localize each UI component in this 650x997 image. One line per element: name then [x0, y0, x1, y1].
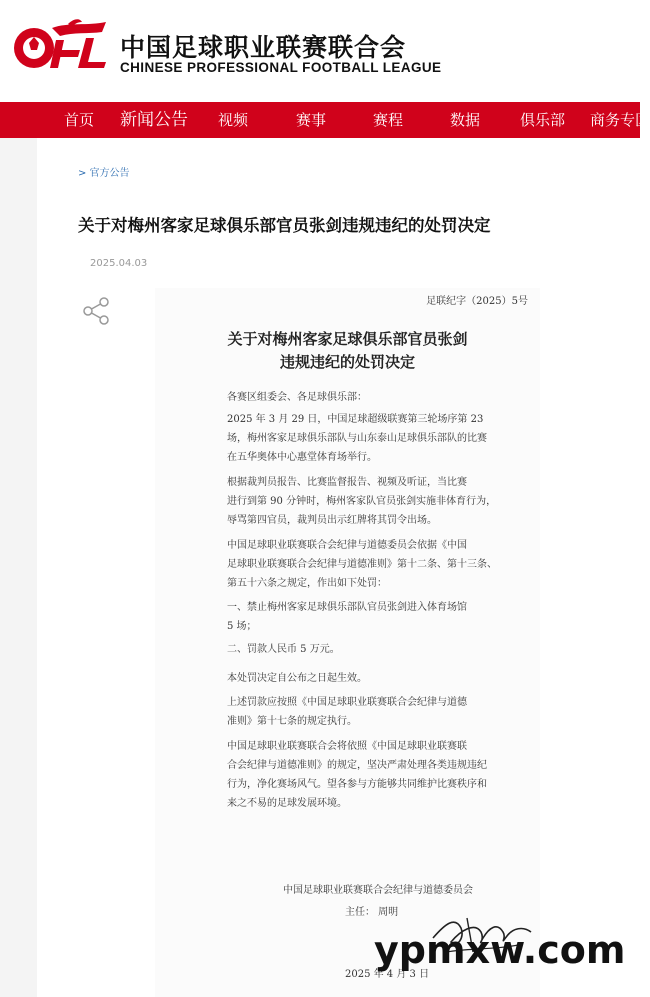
- document-line: 来之不易的足球发展环境。: [227, 798, 347, 809]
- document-title-line2: 违规违纪的处罚决定: [279, 353, 415, 371]
- document-line: 进行到第 90 分钟时，梅州客家队官员张剑实施非体育行为，: [227, 496, 497, 507]
- document-line: 2025 年 3 月 29 日，中国足球超级联赛第三轮场序第 23: [227, 414, 484, 425]
- document-line: 一、禁止梅州客家足球俱乐部队官员张剑进入体育场馆: [227, 602, 467, 613]
- document-title-line1: 关于对梅州客家足球俱乐部官员张剑: [227, 330, 468, 348]
- document-line: 根据裁判员报告、比赛监督报告、视频及听证，当比赛: [227, 477, 467, 488]
- nav-item-clubs[interactable]: 俱乐部: [520, 111, 566, 129]
- document-line: 上述罚款应按照《中国足球职业联赛联合会纪律与道德: [227, 697, 467, 708]
- document-line: 场，梅州客家足球俱乐部队与山东泰山足球俱乐部队的比赛: [227, 433, 487, 444]
- site-header: [0, 0, 640, 102]
- brand-name-cn: 中国足球职业联赛联合会: [120, 33, 407, 62]
- document-line: 各赛区组委会、各足球俱乐部：: [227, 392, 367, 403]
- document-number: 足联纪字（2025）5号: [426, 296, 528, 307]
- page-title: 关于对梅州客家足球俱乐部官员张剑违规违纪的处罚决定: [78, 216, 491, 235]
- document-line: 第五十六条之规定，作出如下处罚：: [227, 578, 387, 589]
- main-nav: [0, 102, 650, 138]
- issuer-name: 中国足球职业联赛联合会纪律与道德委员会: [283, 885, 473, 896]
- document-line: 5 场；: [227, 621, 257, 632]
- document-line: 准则》第十七条的规定执行。: [227, 716, 357, 727]
- document-line: 中国足球职业联赛联合会纪律与道德委员会依据《中国: [227, 540, 467, 551]
- nav-item-data[interactable]: 数据: [450, 111, 481, 129]
- document-scan: [155, 288, 540, 997]
- nav-item-business[interactable]: 商务专区: [590, 111, 650, 129]
- nav-item-events[interactable]: 赛事: [296, 111, 327, 129]
- share-icon[interactable]: [80, 296, 112, 326]
- left-gutter: [0, 138, 37, 997]
- document-line: 足球职业联赛联合会纪律与道德准则》第十二条、第十三条、: [227, 559, 497, 570]
- nav-item-schedule[interactable]: 赛程: [373, 111, 404, 129]
- nav-item-news[interactable]: 新闻公告: [120, 110, 188, 130]
- document-line: 合会纪律与道德准则》的规定，坚决严肃处理各类违规违纪: [227, 760, 487, 771]
- document-line: 行为，净化赛场风气。望各参与方能够共同维护比赛秩序和: [227, 779, 487, 790]
- nav-item-home[interactable]: 首页: [64, 111, 95, 129]
- document-line: 二、罚款人民币 5 万元。: [227, 644, 340, 655]
- site-watermark: ypmxw.com: [374, 928, 626, 972]
- document-line: 辱骂第四官员，裁判员出示红牌将其罚令出场。: [227, 515, 437, 526]
- sign-date: 2025 年 4 月 3 日: [345, 969, 430, 980]
- chair-name: 主任： 周明: [345, 907, 399, 918]
- publish-date: 2025.04.03: [90, 258, 148, 269]
- document-line: 中国足球职业联赛联合会将依照《中国足球职业联赛联: [227, 741, 467, 752]
- nav-item-video[interactable]: 视频: [218, 111, 249, 129]
- document-line: 在五华奥体中心惠堂体育场举行。: [227, 452, 377, 463]
- brand-name-en: CHINESE PROFESSIONAL FOOTBALL LEAGUE: [120, 60, 442, 75]
- document-line: 本处罚决定自公布之日起生效。: [227, 673, 367, 684]
- breadcrumb[interactable]: > 官方公告: [78, 168, 130, 179]
- cfl-logo-icon[interactable]: [8, 18, 112, 74]
